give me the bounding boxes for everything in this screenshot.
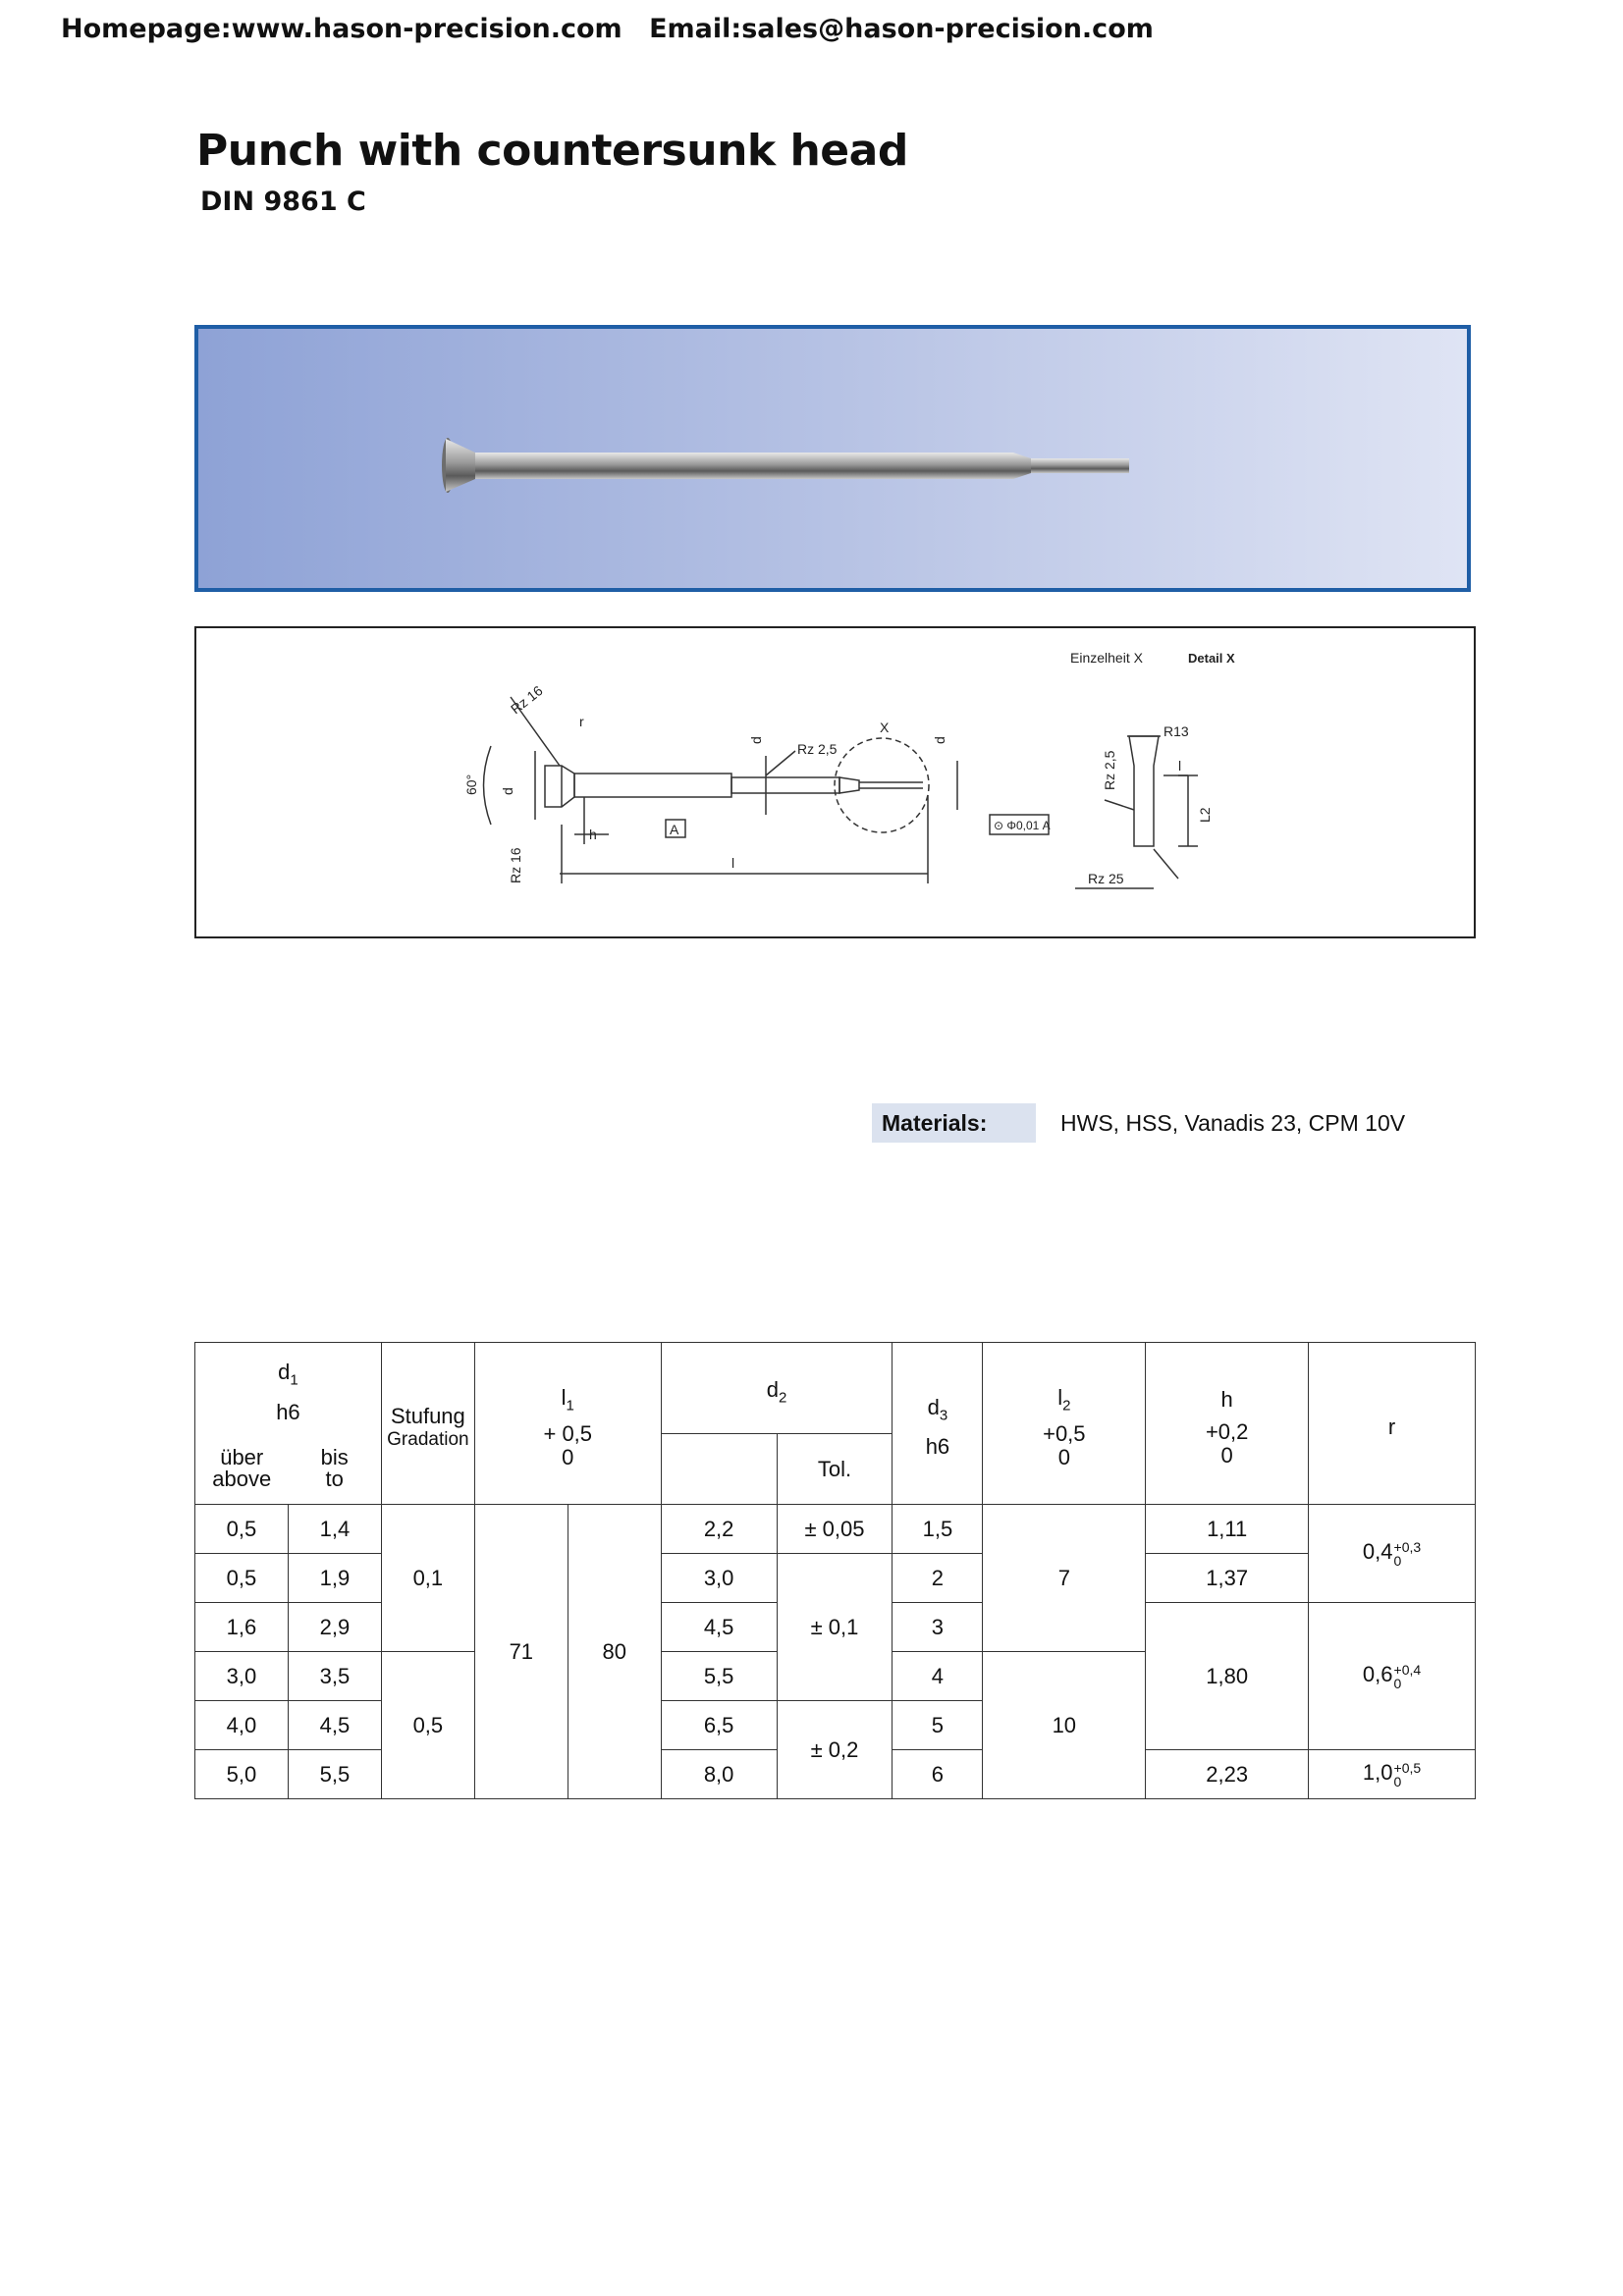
cell-to: 5,5 (288, 1750, 381, 1799)
drawing-label-detail-de: Einzelheit X (1070, 650, 1143, 666)
drawing-label-rz16b: Rz 16 (508, 847, 523, 883)
header-d3: $d_3$ h6 (893, 1343, 983, 1505)
cell-above: 4,0 (195, 1701, 289, 1750)
dimension-table (194, 1342, 1476, 1799)
cell-h: 1,11 (1146, 1505, 1309, 1554)
cell-r: 0,4+0,3 0 (1309, 1505, 1476, 1603)
product-photo (194, 325, 1471, 592)
header-h: h +0,2 0 (1146, 1343, 1309, 1505)
cell-d3: 4 (893, 1652, 983, 1701)
cell-l1-71: 71 (474, 1505, 568, 1799)
cell-h: 1,37 (1146, 1554, 1309, 1603)
table-row (195, 1505, 1476, 1554)
cell-gradation: 0,1 (381, 1505, 474, 1652)
cell-d2: 5,5 (661, 1652, 777, 1701)
technical-drawing (194, 626, 1476, 938)
cell-tol: ± 0,1 (777, 1554, 893, 1701)
drawing-svg (196, 628, 1474, 936)
cell-tol: ± 0,05 (777, 1505, 893, 1554)
cell-l1-80: 80 (568, 1505, 661, 1799)
cell-h: 2,23 (1146, 1750, 1309, 1799)
cell-l2: 10 (983, 1652, 1146, 1799)
drawing-label-l1: l (731, 855, 735, 871)
drawing-label-rz25: Rz 2,5 (797, 741, 838, 757)
drawing-label-rz16a: Rz 16 (507, 682, 546, 718)
drawing-label-a: A (670, 822, 679, 837)
drawing-label-d2: d (500, 787, 515, 795)
cell-d3: 2 (893, 1554, 983, 1603)
drawing-label-l: l (1178, 758, 1182, 774)
punch-photo-illustration (198, 329, 1467, 588)
cell-above: 0,5 (195, 1505, 289, 1554)
drawing-label-x: X (880, 720, 890, 735)
cell-above: 0,5 (195, 1554, 289, 1603)
cell-to: 2,9 (288, 1603, 381, 1652)
cell-above: 3,0 (195, 1652, 289, 1701)
cell-r: 1,0+0,5 0 (1309, 1750, 1476, 1799)
cell-to: 1,9 (288, 1554, 381, 1603)
header-l1: $l_1$ + 0,5 0 (474, 1343, 661, 1505)
header-d2-tol: Tol. (777, 1434, 893, 1505)
drawing-label-tol: ⊙ Φ0,01 A (994, 819, 1051, 832)
header-l2: $l_2$ +0,5 0 (983, 1343, 1146, 1505)
cell-d2: 8,0 (661, 1750, 777, 1799)
email-link[interactable]: Email:sales@hason-precision.com (649, 14, 1154, 44)
header-d1: $d_1$ h6 (195, 1343, 382, 1434)
cell-to: 3,5 (288, 1652, 381, 1701)
page-title: Punch with countersunk head (196, 126, 908, 176)
cell-gradation: 0,5 (381, 1652, 474, 1799)
header-d2-value (661, 1434, 777, 1505)
header-gradation: Stufung Gradation (381, 1343, 474, 1505)
drawing-label-l2: L2 (1197, 807, 1213, 823)
header-r: r (1309, 1343, 1476, 1505)
cell-to: 1,4 (288, 1505, 381, 1554)
drawing-label-r: r (579, 714, 584, 729)
cell-d3: 5 (893, 1701, 983, 1750)
materials-label: Materials: (872, 1103, 1036, 1143)
header-d2: $d_2$ (661, 1343, 893, 1434)
drawing-label-angle: 60° (463, 774, 479, 795)
cell-l2: 7 (983, 1505, 1146, 1652)
drawing-label-rz25b: Rz 2,5 (1102, 750, 1117, 790)
drawing-label-r13: R13 (1163, 723, 1189, 739)
cell-d3: 6 (893, 1750, 983, 1799)
cell-h: 1,80 (1146, 1603, 1309, 1750)
drawing-label-detail-en: Detail X (1188, 651, 1235, 666)
cell-d2: 4,5 (661, 1603, 777, 1652)
header-to: bis to (288, 1434, 381, 1505)
drawing-label-d3: d (932, 736, 947, 744)
drawing-label-rz25c: Rz 25 (1088, 871, 1124, 886)
header-above: über above (195, 1434, 289, 1505)
cell-d2: 6,5 (661, 1701, 777, 1750)
cell-above: 5,0 (195, 1750, 289, 1799)
cell-tol: ± 0,2 (777, 1701, 893, 1799)
cell-d2: 2,2 (661, 1505, 777, 1554)
cell-to: 4,5 (288, 1701, 381, 1750)
cell-d3: 3 (893, 1603, 983, 1652)
homepage-link[interactable]: Homepage:www.hason-precision.com (61, 14, 622, 44)
materials-value: HWS, HSS, Vanadis 23, CPM 10V (1060, 1110, 1406, 1136)
cell-d2: 3,0 (661, 1554, 777, 1603)
header-line (61, 14, 1171, 44)
drawing-label-d1: d (748, 736, 764, 744)
cell-d3: 1,5 (893, 1505, 983, 1554)
cell-r: 0,6+0,4 0 (1309, 1603, 1476, 1750)
cell-above: 1,6 (195, 1603, 289, 1652)
drawing-label-h: h (589, 827, 597, 842)
page-subtitle: DIN 9861 C (200, 187, 366, 217)
